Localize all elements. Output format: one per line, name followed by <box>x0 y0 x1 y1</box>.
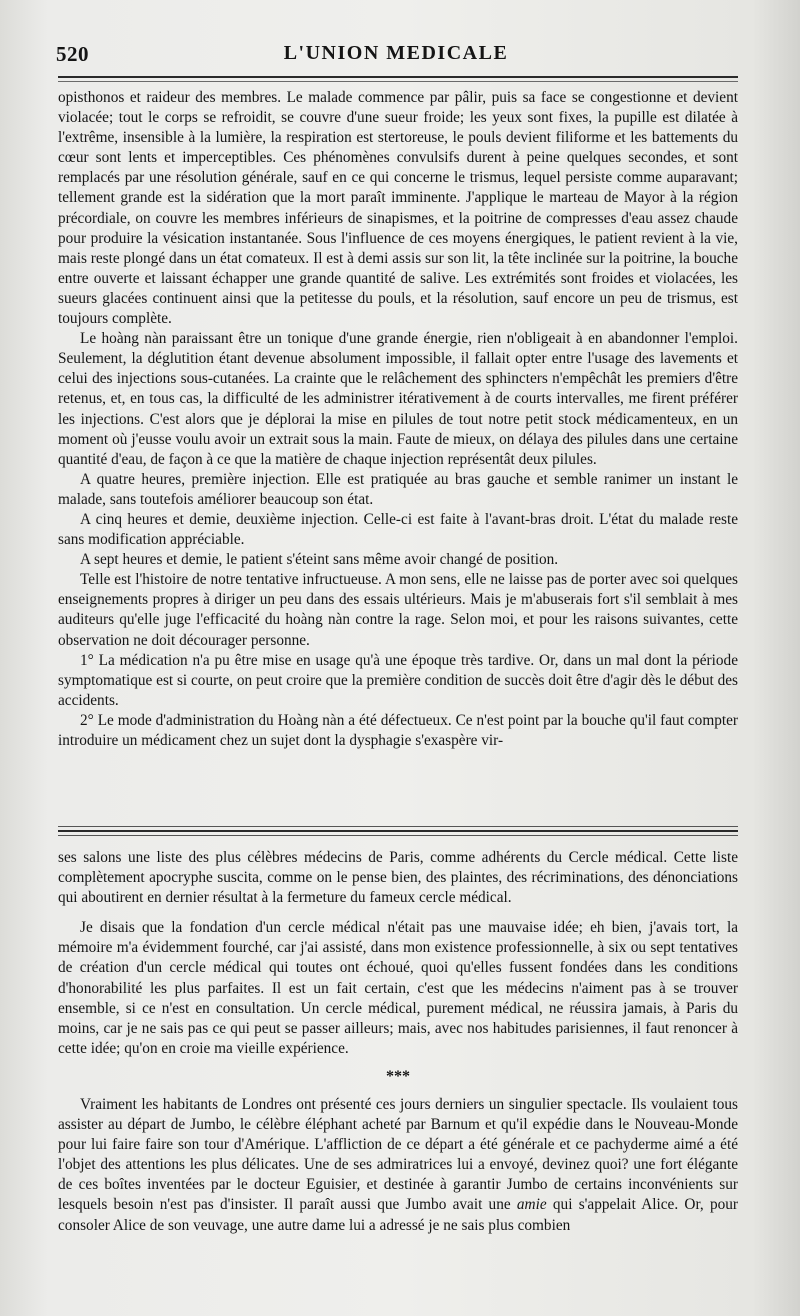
page-number: 520 <box>56 42 89 66</box>
feuilleton-separator <box>58 830 738 832</box>
paragraph: A quatre heures, première injection. Elle est pratiquée au bras gauche et semble ranimer un instant le malade, sans toutefois améliorer beaucoup son état. <box>58 470 738 508</box>
paragraph: Je disais que la fondation d'un cercle médical n'était pas une mauvaise idée; eh bien, j'avais tort, la mémoire m'a évidemment fourché, car j'ai assisté, dans mon existence professionnelle, à six ou sept tentatives de création d'un cercle médical qui toutes ont échoué, quoi qu'elles fussent fondées dans les conditions d'honorabilité les plus parfaites. Il est un fait certain, c'est que les médecins n'aiment pas à se trouver ensemble, si ce n'est en consultation. Un cercle médical, purement médical, ne réussira jamais, à Paris du moins, car je ne sais pas ce qui peut se passer ailleurs; mais, avec nos habitudes parisiennes, il faut renoncer à cette idée; qu'on en croie ma vieille expérience. <box>58 919 738 1057</box>
paragraph: A sept heures et demie, le patient s'éteint sans même avoir changé de position. <box>80 551 559 569</box>
article-body <box>58 88 738 751</box>
page-header <box>56 42 736 72</box>
paragraph-text: qui s'appelait Alice. Or, pour consoler Alice de son veuvage, une autre dame lui a adressé je ne sais plus combien <box>58 1196 739 1234</box>
paragraph: ses salons une liste des plus célèbres médecins de Paris, comme adhérents du Cercle médical. Cette liste complètement apocryphe suscita, comme on le pense bien, des plaintes, des récriminations, des dénonciations qui aboutirent en dernier résultat à la fermeture du fameux cercle médical. <box>58 849 738 907</box>
asterism-divider: *** <box>386 1067 410 1085</box>
feuilleton-separator <box>58 835 738 836</box>
paragraph-text: Vraiment les habitants de Londres ont présenté ces jours derniers un singulier spectacle. Ils voulaient tous assister au départ de Jumbo, le célèbre éléphant acheté par Barnum et qu'il expédie dans le Nouveau-Monde pour lui faire faire son tour d'Amérique. L'affliction de ce départ a été générale et ce pachyderme aimé a été l'objet des attentions les plus délicates. Une de ses admiratrices lui a envoyé, devinez quoi? une fort élégante de ces boîtes inventées par le docteur Eguisier, et destinée à garantir Jumbo de certains inconvénients sur lesquels besoin n'est pas d'insister. Il paraît aussi que Jumbo avait une <box>58 1095 738 1214</box>
header-rule-thick <box>58 76 738 78</box>
paragraph: 1° La médication n'a pu être mise en usage qu'à une époque très tardive. Or, dans un mal dont la période symptomatique est si courte, on peut croire que la première condition de succès doit être d'agir dès le début des accidents. <box>58 651 738 709</box>
italic-word: amie <box>516 1196 547 1214</box>
paragraph: A cinq heures et demie, deuxième injection. Celle-ci est faite à l'avant-bras droit. L'état du malade reste sans modification appréciable. <box>58 510 738 549</box>
header-rule-thin <box>58 81 738 82</box>
paragraph: Telle est l'histoire de notre tentative infructueuse. A mon sens, elle ne laisse pas de porter avec soi quelques enseignements propres à diriger un peu dans des essais ultérieurs. Mais je m'abuserais fort s'il semblait à mes auditeurs qu'elle juge l'efficacité du hoàng nàn contre la rage. Selon moi, et pour les raisons suivantes, cette observation ne doit décourager personne. <box>58 571 738 649</box>
paragraph: opisthonos et raideur des membres. Le malade commence par pâlir, puis sa face se congestionne et devient violacée; tout le corps se refroidit, se couvre d'une sueur froide; les yeux sont fixes, la pupille est dilatée à l'extrême, insensible à la lumière, la respiration est stertoreuse, le pouls devient filiforme et les battements du cœur sont lents et imperceptibles. Ces phénomènes convulsifs durent à peine quelques secondes, et sont remplacés par une résolution générale, sauf en ce qui concerne le trismus, lequel persiste comme auparavant; tellement grande est la sidération que la mort paraît imminente. J'applique le marteau de Mayor à la région précordiale, on couvre les membres inférieurs de sinapismes, et la poitrine de compresses d'eau assez chaude pour produire la vésication instantanée. Sous l'influence de ces moyens énergiques, le patient revient à la vie, mais reste plongé dans un état comateux. Il est à demi assis sur son lit, la tête inclinée sur la poitrine, la bouche entre ouverte et laissant échapper une grande quantité de salive. Les extrémités sont froides et violacées, les sueurs glacées continuent ainsi que la petitesse du pouls, et la résolution, sauf encore un peu de trismus, est toujours complète. <box>58 89 738 328</box>
paragraph <box>58 1095 738 1236</box>
journal-title: L'UNION MEDICALE <box>283 42 509 64</box>
feuilleton-separator <box>58 826 738 827</box>
feuilleton-body <box>58 848 738 1236</box>
paragraph: Le hoàng nàn paraissant être un tonique d'une grande énergie, rien n'obligeait à en abandonner l'emploi. Seulement, la déglutition étant devenue absolument impossible, il fallait opter entre l'usage des lavements et celui des injections sous-cutanées. La crainte que le relâchement des sphincters n'empêchât les premiers d'être retenus, et, en tous cas, la difficulté de les administrer itérativement à de courts intervalles, me firent préférer les injections. C'est alors que je déplorai la mise en pilules de tout notre petit stock médicamenteux, en un moment où j'eusse voulu avoir un extrait sous la main. Faute de mieux, on délaya des pilules dans une certaine quantité d'eau, de façon à ce que la matière de chaque injection représentât deux pilules. <box>58 330 738 468</box>
paragraph: 2° Le mode d'administration du Hoàng nàn a été défectueux. Ce n'est point par la bouche qu'il faut compter introduire un médicament chez un sujet dont la dysphagie s'exaspère vir- <box>58 711 738 749</box>
